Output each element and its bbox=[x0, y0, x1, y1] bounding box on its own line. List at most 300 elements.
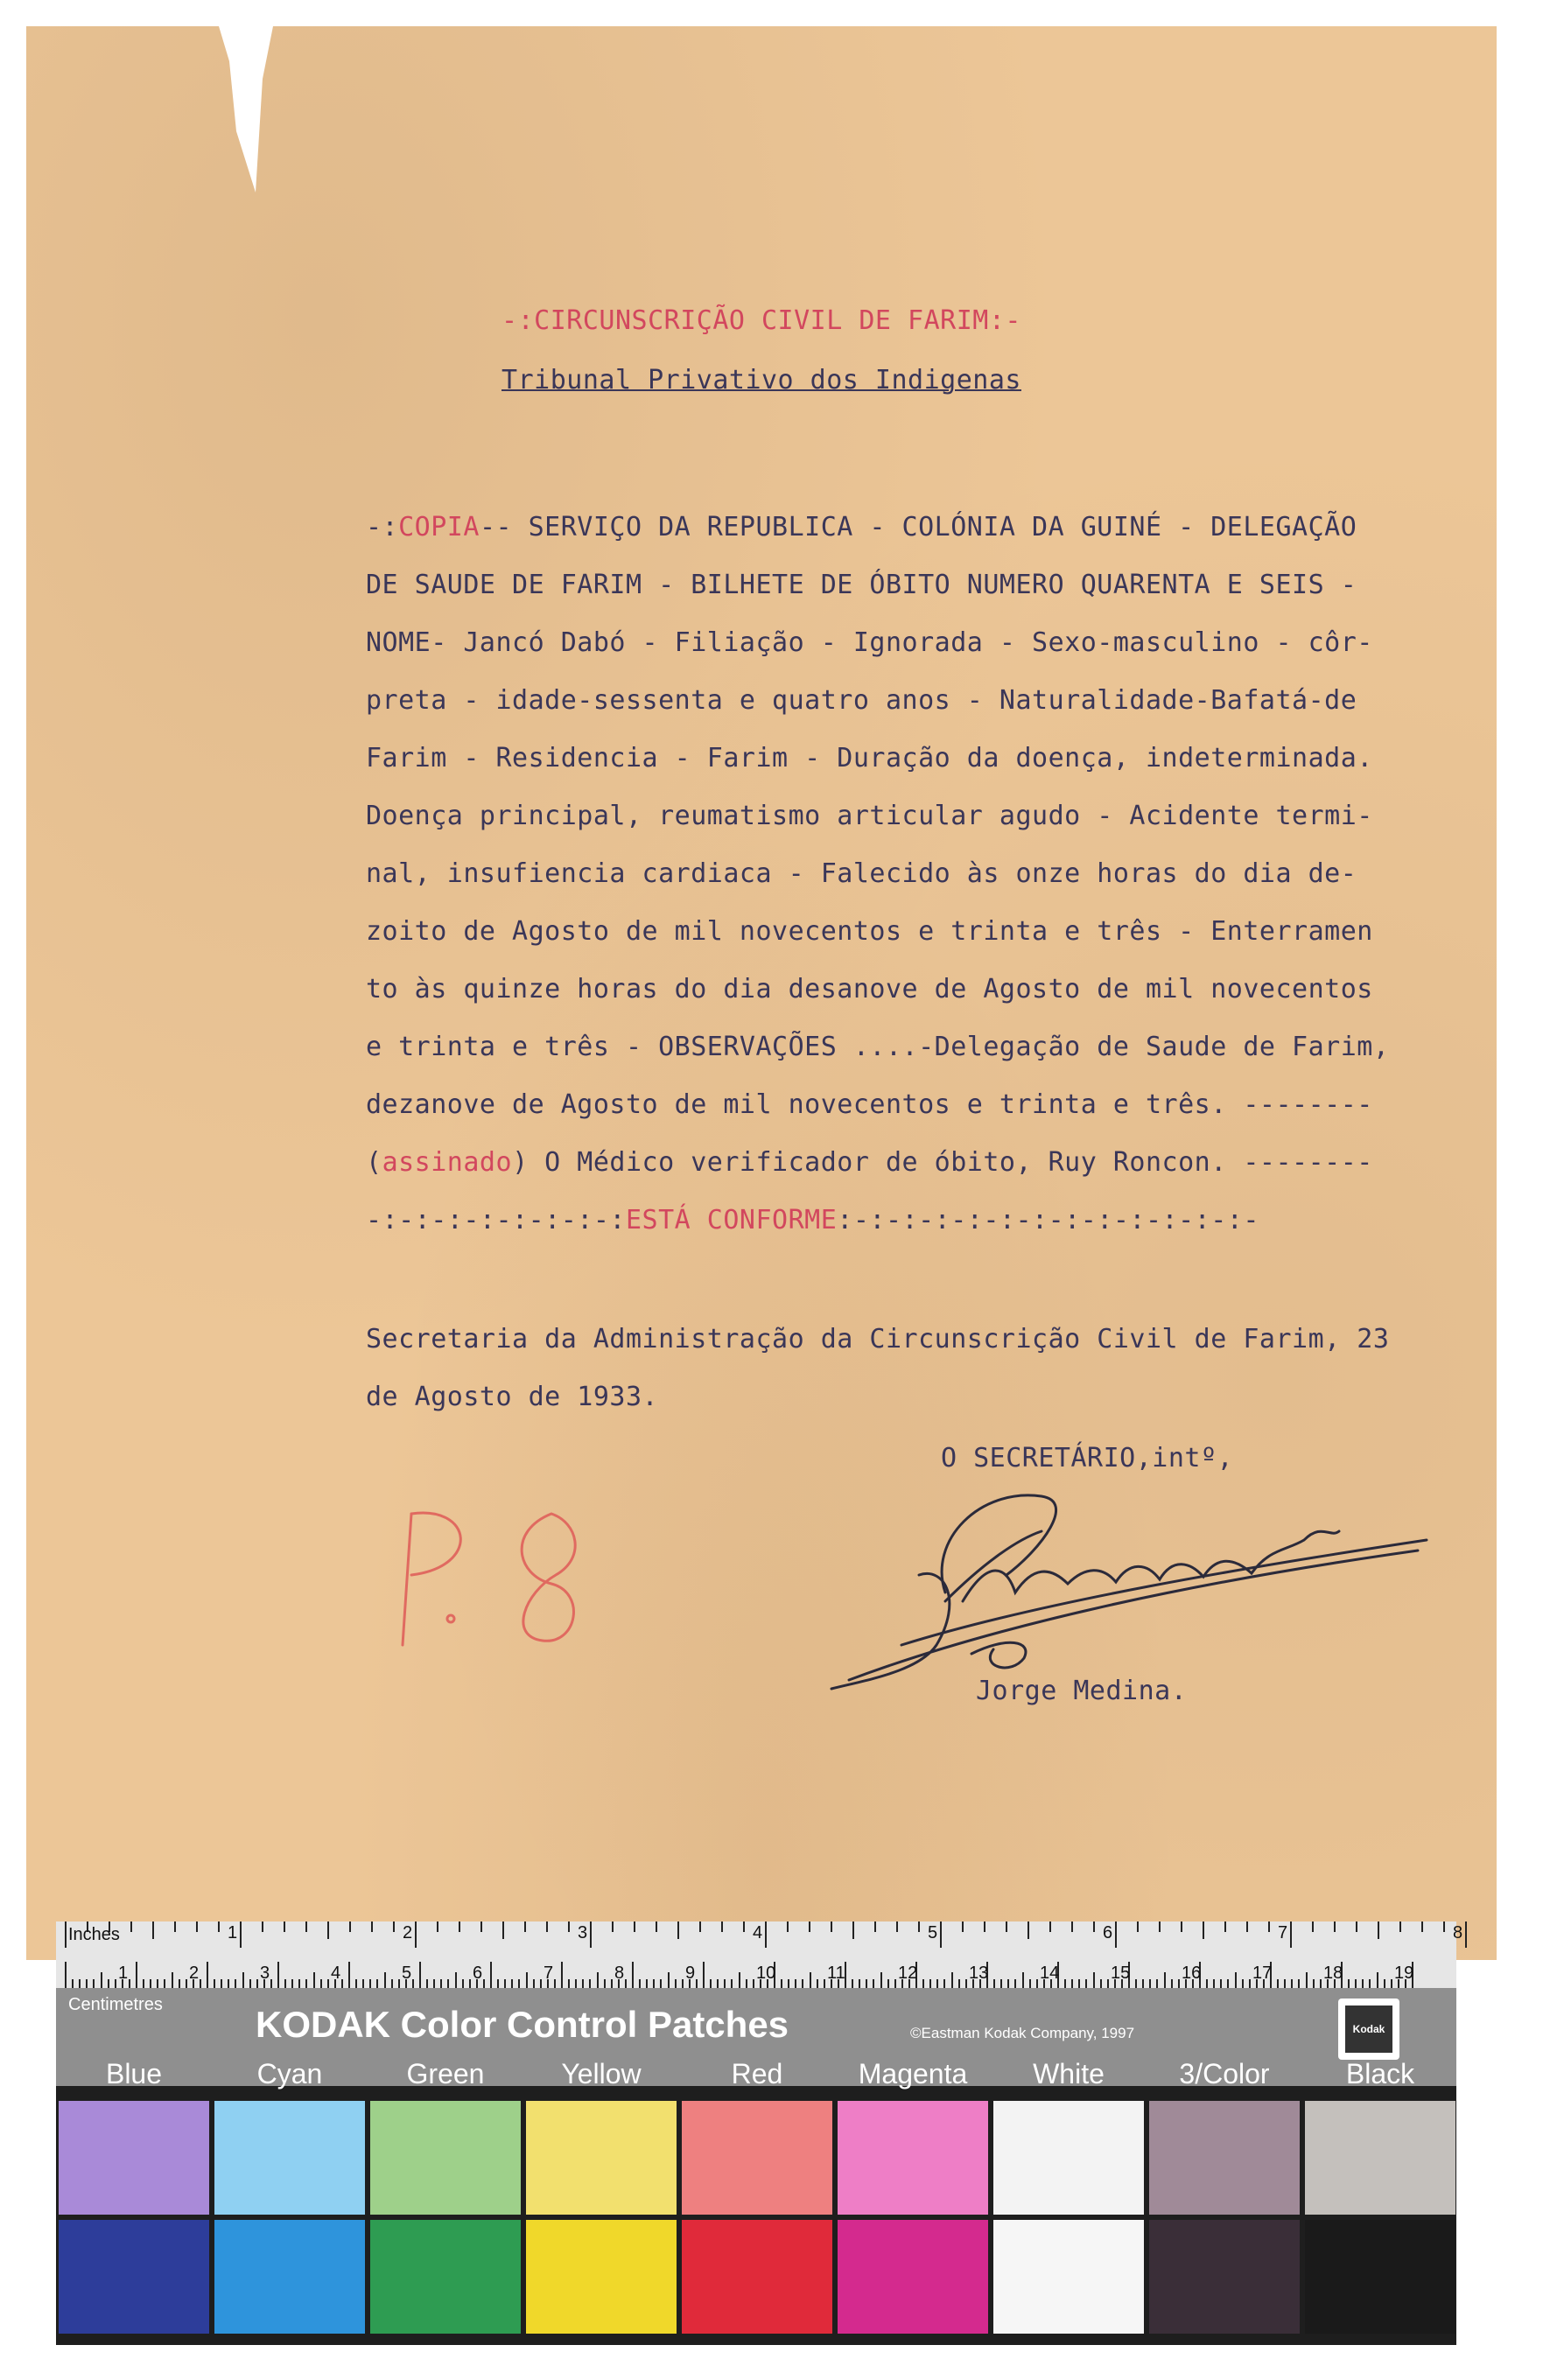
cm-tick bbox=[433, 1979, 435, 1988]
inch-tick bbox=[1465, 1922, 1467, 1948]
header-tribunal: Tribunal Privativo dos Indigenas bbox=[501, 365, 1021, 396]
cm-tick bbox=[866, 1979, 867, 1988]
cm-number: 8 bbox=[614, 1964, 625, 1983]
inch-tick bbox=[1421, 1922, 1423, 1932]
cm-number: 4 bbox=[331, 1964, 341, 1983]
inch-tick bbox=[415, 1922, 417, 1948]
cm-tick bbox=[1320, 1979, 1322, 1988]
cm-tick bbox=[362, 1979, 364, 1988]
cm-tick bbox=[1284, 1979, 1286, 1988]
cm-tick bbox=[1135, 1979, 1137, 1988]
body-line-2: DE SAUDE DE FARIM - BILHETE DE ÓBITO NUMERO QUARENTA E SEIS - bbox=[366, 570, 1357, 600]
cm-tick bbox=[1227, 1979, 1229, 1988]
inch-number: 6 bbox=[1103, 1923, 1113, 1942]
cm-tick bbox=[115, 1979, 116, 1988]
cm-number: 16 bbox=[1182, 1964, 1202, 1983]
cm-tick bbox=[625, 1979, 627, 1988]
inch-number: 7 bbox=[1278, 1923, 1288, 1942]
kodak-copyright: ©Eastman Kodak Company, 1997 bbox=[910, 2025, 1135, 2041]
cm-tick bbox=[1014, 1979, 1016, 1988]
inch-tick bbox=[612, 1922, 614, 1932]
inch-tick bbox=[546, 1922, 548, 1932]
cm-tick bbox=[1149, 1979, 1151, 1988]
inch-tick bbox=[831, 1922, 832, 1932]
cm-tick bbox=[93, 1979, 95, 1988]
inch-tick bbox=[962, 1922, 964, 1932]
cm-tick bbox=[817, 1979, 818, 1988]
cm-tick bbox=[646, 1979, 648, 1988]
cm-tick bbox=[993, 1979, 995, 1988]
cm-tick bbox=[802, 1979, 803, 1988]
cm-tick bbox=[1391, 1979, 1392, 1988]
inch-tick bbox=[1378, 1922, 1379, 1939]
patch-label-black: Black bbox=[1345, 2058, 1415, 2090]
cm-tick bbox=[561, 1962, 563, 1988]
cm-tick bbox=[313, 1972, 315, 1988]
cm-tick bbox=[1249, 1979, 1251, 1988]
color-patch-top bbox=[526, 2101, 677, 2215]
cm-tick bbox=[958, 1979, 960, 1988]
cm-tick bbox=[518, 1979, 520, 1988]
color-patch-bottom bbox=[993, 2220, 1144, 2334]
inch-tick bbox=[1246, 1922, 1248, 1932]
cm-tick bbox=[717, 1979, 719, 1988]
inch-tick bbox=[393, 1922, 395, 1932]
body-line-5: Farim - Residencia - Farim - Duração da doença, indeterminada. bbox=[366, 743, 1373, 774]
inch-tick bbox=[1443, 1922, 1445, 1932]
cm-tick bbox=[398, 1979, 400, 1988]
inch-tick bbox=[371, 1922, 373, 1932]
cm-tick bbox=[632, 1962, 634, 1988]
cm-tick bbox=[575, 1979, 577, 1988]
cm-tick bbox=[136, 1962, 137, 1988]
conforme-line bbox=[366, 1205, 1259, 1236]
cm-number: 3 bbox=[260, 1964, 270, 1983]
cm-tick bbox=[696, 1979, 698, 1988]
kodak-title: KODAK Color Control Patches bbox=[256, 2004, 789, 2045]
cm-tick bbox=[412, 1979, 414, 1988]
cm-tick bbox=[108, 1979, 109, 1988]
body-line-1 bbox=[366, 514, 1357, 541]
cm-tick bbox=[235, 1979, 236, 1988]
cm-tick bbox=[922, 1979, 924, 1988]
body-line-9: to às quinze horas do dia desanove de Agosto de mil novecentos bbox=[366, 974, 1373, 1004]
color-patch-bottom bbox=[1149, 2220, 1300, 2334]
patch-label-blue: Blue bbox=[105, 2058, 163, 2090]
cm-tick bbox=[703, 1962, 705, 1988]
cm-tick bbox=[305, 1979, 307, 1988]
cm-number: 10 bbox=[756, 1964, 776, 1983]
cm-tick bbox=[179, 1979, 180, 1988]
cm-tick bbox=[859, 1979, 860, 1988]
cm-tick bbox=[419, 1962, 421, 1988]
kodak-logo-text: Kodak bbox=[1345, 2006, 1392, 2053]
cm-tick bbox=[1298, 1979, 1300, 1988]
cm-number: 12 bbox=[898, 1964, 918, 1983]
cm-number: 9 bbox=[685, 1964, 696, 1983]
inch-tick bbox=[152, 1922, 154, 1939]
color-patch-top bbox=[1149, 2101, 1300, 2215]
inch-tick bbox=[437, 1922, 438, 1932]
cm-tick bbox=[1235, 1972, 1237, 1988]
cm-tick bbox=[348, 1962, 350, 1988]
secretaria-line-2: de Agosto de 1933. bbox=[366, 1382, 659, 1412]
cm-tick bbox=[660, 1979, 662, 1988]
cm-tick bbox=[1171, 1979, 1173, 1988]
ruler bbox=[56, 1922, 1463, 1988]
inch-tick bbox=[590, 1922, 592, 1948]
cm-tick bbox=[1178, 1979, 1180, 1988]
cm-tick bbox=[490, 1962, 492, 1988]
color-patch-bottom bbox=[1305, 2220, 1455, 2334]
inch-tick bbox=[1049, 1922, 1051, 1932]
inch-tick bbox=[765, 1922, 767, 1948]
cm-tick bbox=[426, 1979, 428, 1988]
body-line-8: zoito de Agosto de mil novecentos e trinta e três - Enterramen bbox=[366, 916, 1373, 947]
inch-tick bbox=[656, 1922, 657, 1932]
inch-tick bbox=[1027, 1922, 1029, 1939]
cm-tick bbox=[270, 1979, 272, 1988]
esta-conforme-label: ESTÁ CONFORME bbox=[625, 1205, 838, 1236]
signed-rest: ) O Médico verificador de óbito, Ruy Roncon. -------- bbox=[512, 1147, 1373, 1178]
color-patch-top bbox=[838, 2101, 988, 2215]
color-patch-top bbox=[993, 2101, 1144, 2215]
cm-tick bbox=[1355, 1979, 1357, 1988]
cm-tick bbox=[604, 1979, 606, 1988]
cm-tick bbox=[1000, 1979, 1002, 1988]
cm-tick bbox=[753, 1979, 754, 1988]
inch-tick bbox=[1006, 1922, 1007, 1932]
cm-tick bbox=[936, 1979, 938, 1988]
cm-tick bbox=[1093, 1972, 1095, 1988]
body-line-6: Doença principal, reumatismo articular agudo - Acidente termi- bbox=[366, 801, 1373, 831]
inch-tick bbox=[459, 1922, 460, 1932]
cm-tick bbox=[554, 1979, 556, 1988]
cm-tick bbox=[526, 1972, 528, 1988]
cm-tick bbox=[880, 1972, 882, 1988]
cm-tick bbox=[873, 1979, 874, 1988]
cm-tick bbox=[852, 1979, 853, 1988]
cm-tick bbox=[589, 1979, 591, 1988]
cm-tick bbox=[1220, 1979, 1222, 1988]
cm-tick bbox=[186, 1979, 187, 1988]
cm-tick bbox=[1142, 1979, 1144, 1988]
cm-tick bbox=[943, 1979, 945, 1988]
cm-tick bbox=[291, 1979, 293, 1988]
cm-tick bbox=[781, 1979, 782, 1988]
cm-tick bbox=[86, 1979, 88, 1988]
inch-number: 3 bbox=[578, 1923, 588, 1942]
cm-tick bbox=[355, 1979, 357, 1988]
color-patch-bottom bbox=[682, 2220, 832, 2334]
body-line-1-text: -- SERVIÇO DA REPUBLICA - COLÓNIA DA GUINÉ - DELEGAÇÃO bbox=[479, 512, 1357, 542]
patch-label-3-color: 3/Color bbox=[1179, 2058, 1270, 2090]
margin-note-handwritten bbox=[376, 1488, 604, 1662]
inch-tick bbox=[1334, 1922, 1336, 1932]
inch-tick bbox=[568, 1922, 570, 1932]
cm-tick bbox=[1064, 1979, 1066, 1988]
cm-tick bbox=[675, 1979, 677, 1988]
cm-tick bbox=[242, 1972, 244, 1988]
cm-tick bbox=[214, 1979, 215, 1988]
color-patch-top bbox=[370, 2101, 521, 2215]
cm-tick bbox=[277, 1962, 279, 1988]
inch-number: 1 bbox=[228, 1923, 238, 1942]
inch-tick bbox=[1224, 1922, 1226, 1932]
cm-tick bbox=[1071, 1979, 1073, 1988]
patch-label-white: White bbox=[1033, 2058, 1105, 2090]
inch-tick bbox=[721, 1922, 723, 1932]
cm-tick bbox=[462, 1979, 464, 1988]
inch-tick bbox=[918, 1922, 920, 1932]
patch-label-cyan: Cyan bbox=[256, 2058, 323, 2090]
cm-tick bbox=[228, 1979, 229, 1988]
inch-tick bbox=[502, 1922, 504, 1939]
signature-name: Jorge Medina. bbox=[976, 1676, 1188, 1706]
cm-tick bbox=[824, 1979, 825, 1988]
inch-tick bbox=[1181, 1922, 1182, 1932]
cm-tick bbox=[639, 1979, 641, 1988]
cm-tick bbox=[810, 1972, 811, 1988]
cm-tick bbox=[739, 1972, 740, 1988]
color-patch-top bbox=[1305, 2101, 1455, 2215]
cm-tick bbox=[951, 1972, 953, 1988]
cm-tick bbox=[682, 1979, 684, 1988]
inch-tick bbox=[305, 1922, 307, 1932]
cm-tick bbox=[172, 1972, 173, 1988]
patch-label-magenta: Magenta bbox=[858, 2058, 968, 2090]
cm-tick bbox=[1036, 1979, 1038, 1988]
inch-tick bbox=[174, 1922, 176, 1932]
cm-tick bbox=[298, 1979, 300, 1988]
inch-number: 5 bbox=[928, 1923, 938, 1942]
cm-tick bbox=[384, 1972, 386, 1988]
inch-tick bbox=[1399, 1922, 1401, 1932]
body-line-4: preta - idade-sessenta e quatro anos - Naturalidade-Bafatá-de bbox=[366, 685, 1357, 716]
cm-tick bbox=[65, 1962, 67, 1988]
cm-tick bbox=[668, 1972, 670, 1988]
inch-tick bbox=[349, 1922, 351, 1932]
cm-tick bbox=[533, 1979, 535, 1988]
inch-tick bbox=[809, 1922, 810, 1932]
color-patch-bottom bbox=[59, 2220, 209, 2334]
inch-tick bbox=[896, 1922, 898, 1932]
cm-tick bbox=[788, 1979, 789, 1988]
copia-label: COPIA bbox=[398, 512, 480, 542]
cm-tick bbox=[284, 1979, 286, 1988]
cm-tick bbox=[1291, 1979, 1293, 1988]
cm-tick bbox=[469, 1979, 471, 1988]
cm-tick bbox=[887, 1979, 889, 1988]
color-patch-bottom bbox=[214, 2220, 365, 2334]
cm-number: 15 bbox=[1111, 1964, 1131, 1983]
cm-tick bbox=[1107, 1979, 1109, 1988]
inch-tick bbox=[743, 1922, 745, 1932]
cm-tick bbox=[1306, 1972, 1308, 1988]
cm-tick bbox=[249, 1979, 251, 1988]
cm-tick bbox=[540, 1979, 542, 1988]
kodak-color-target bbox=[56, 1922, 1463, 2345]
cm-tick bbox=[894, 1979, 896, 1988]
cm-tick bbox=[504, 1979, 506, 1988]
inch-tick bbox=[480, 1922, 482, 1932]
cm-tick bbox=[1007, 1979, 1009, 1988]
color-patch-top bbox=[214, 2101, 365, 2215]
inch-tick bbox=[984, 1922, 985, 1932]
inch-tick bbox=[699, 1922, 701, 1932]
cm-tick bbox=[1348, 1979, 1350, 1988]
inch-tick bbox=[130, 1922, 132, 1932]
inch-tick bbox=[196, 1922, 198, 1932]
cm-tick bbox=[1100, 1979, 1102, 1988]
inches-label: Inches bbox=[68, 1925, 120, 1944]
cm-tick bbox=[597, 1972, 599, 1988]
copia-prefix: -: bbox=[366, 512, 399, 542]
cm-tick bbox=[965, 1979, 967, 1988]
cm-tick bbox=[1164, 1972, 1166, 1988]
color-patch-bottom bbox=[838, 2220, 988, 2334]
cm-tick bbox=[341, 1979, 343, 1988]
cm-tick bbox=[129, 1979, 130, 1988]
cm-number: 6 bbox=[473, 1964, 483, 1983]
color-patch-top bbox=[682, 2101, 832, 2215]
inch-tick bbox=[874, 1922, 876, 1932]
inch-tick bbox=[1312, 1922, 1314, 1932]
cm-tick bbox=[731, 1979, 733, 1988]
cm-number: 7 bbox=[544, 1964, 554, 1983]
cm-tick bbox=[746, 1979, 747, 1988]
cm-tick bbox=[511, 1979, 513, 1988]
signed-line bbox=[366, 1147, 1373, 1178]
body-line-10: e trinta e três - OBSERVAÇÕES ....-Delegação de Saude de Farim, bbox=[366, 1032, 1390, 1062]
inch-tick bbox=[524, 1922, 526, 1932]
cm-tick bbox=[653, 1979, 655, 1988]
kodak-logo bbox=[1338, 1998, 1399, 2060]
cm-tick bbox=[455, 1972, 457, 1988]
cm-tick bbox=[483, 1979, 485, 1988]
inch-number: 2 bbox=[403, 1923, 413, 1942]
inch-tick bbox=[1203, 1922, 1204, 1939]
inch-tick bbox=[940, 1922, 942, 1948]
patch-label-green: Green bbox=[406, 2058, 485, 2090]
inch-tick bbox=[677, 1922, 679, 1939]
cm-tick bbox=[497, 1979, 499, 1988]
inch-tick bbox=[1115, 1922, 1117, 1948]
color-patch-bottom bbox=[526, 2220, 677, 2334]
color-patch-top bbox=[59, 2101, 209, 2215]
signed-open: ( bbox=[366, 1147, 382, 1178]
color-patch-bottom bbox=[370, 2220, 521, 2334]
cm-tick bbox=[724, 1979, 726, 1988]
cm-tick bbox=[1156, 1979, 1158, 1988]
cm-tick bbox=[143, 1979, 144, 1988]
cm-tick bbox=[79, 1979, 81, 1988]
inch-tick bbox=[1159, 1922, 1161, 1932]
cm-number: 5 bbox=[402, 1964, 412, 1983]
cm-tick bbox=[1369, 1979, 1371, 1988]
cm-tick bbox=[1078, 1979, 1080, 1988]
cm-tick bbox=[582, 1979, 584, 1988]
inch-tick bbox=[1093, 1922, 1095, 1932]
cm-tick bbox=[440, 1979, 442, 1988]
cm-tick bbox=[157, 1979, 158, 1988]
cm-number: 19 bbox=[1394, 1964, 1414, 1983]
inch-tick bbox=[218, 1922, 220, 1932]
cm-tick bbox=[710, 1979, 712, 1988]
cm-tick bbox=[391, 1979, 393, 1988]
cm-number: 11 bbox=[827, 1964, 845, 1983]
cm-number: 1 bbox=[118, 1964, 129, 1983]
cm-tick bbox=[221, 1979, 222, 1988]
inch-tick bbox=[634, 1922, 635, 1932]
cm-number: 2 bbox=[189, 1964, 200, 1983]
cm-number: 14 bbox=[1040, 1964, 1060, 1983]
cm-tick bbox=[1022, 1972, 1024, 1988]
secretaria-line-1: Secretaria da Administração da Circunscrição Civil de Farim, 23 bbox=[366, 1324, 1390, 1354]
cm-tick bbox=[568, 1979, 570, 1988]
cm-tick bbox=[447, 1979, 449, 1988]
centimetres-label: Centimetres bbox=[68, 1995, 163, 2014]
cm-tick bbox=[376, 1979, 378, 1988]
inch-tick bbox=[1356, 1922, 1357, 1932]
cm-tick bbox=[1242, 1979, 1244, 1988]
cm-tick bbox=[1313, 1979, 1315, 1988]
cm-tick bbox=[1206, 1979, 1208, 1988]
inch-tick bbox=[1290, 1922, 1292, 1948]
patch-label-yellow: Yellow bbox=[561, 2058, 642, 2090]
cm-tick bbox=[72, 1979, 74, 1988]
cm-tick bbox=[1384, 1979, 1385, 1988]
cm-tick bbox=[1085, 1979, 1087, 1988]
cm-tick bbox=[929, 1979, 931, 1988]
cm-number: 18 bbox=[1323, 1964, 1343, 1983]
cm-tick bbox=[256, 1979, 258, 1988]
inch-number: 8 bbox=[1453, 1923, 1463, 1942]
inch-number: 4 bbox=[753, 1923, 763, 1942]
cm-tick bbox=[369, 1979, 371, 1988]
cm-tick bbox=[150, 1979, 151, 1988]
inch-tick bbox=[787, 1922, 789, 1932]
conforme-left: -:-:-:-:-:-:-:-: bbox=[366, 1205, 626, 1236]
body-line-3: NOME- Jancó Dabó - Filiação - Ignorada - Sexo-masculino - côr- bbox=[366, 627, 1373, 658]
cm-tick bbox=[1277, 1979, 1279, 1988]
inch-tick bbox=[240, 1922, 242, 1948]
handwritten-signature bbox=[814, 1470, 1444, 1698]
cm-tick bbox=[795, 1979, 796, 1988]
cm-tick bbox=[327, 1979, 329, 1988]
conforme-right: :-:-:-:-:-:-:-:-:-:-:-:-:- bbox=[837, 1205, 1259, 1236]
cm-tick bbox=[1029, 1979, 1031, 1988]
body-line-11: dezanove de Agosto de mil novecentos e trinta e três. -------- bbox=[366, 1089, 1373, 1120]
inch-tick bbox=[327, 1922, 329, 1939]
inch-tick bbox=[284, 1922, 285, 1932]
body-line-7: nal, insufiencia cardiaca - Falecido às onze horas do dia de- bbox=[366, 858, 1357, 889]
cm-tick bbox=[164, 1979, 165, 1988]
inch-tick bbox=[262, 1922, 263, 1932]
assinado-label: assinado bbox=[382, 1147, 513, 1178]
inch-tick bbox=[1071, 1922, 1073, 1932]
cm-tick bbox=[1362, 1979, 1364, 1988]
inch-tick bbox=[65, 1922, 67, 1948]
inch-tick bbox=[1137, 1922, 1139, 1932]
cm-tick bbox=[1377, 1972, 1378, 1988]
cm-tick bbox=[611, 1979, 613, 1988]
cm-tick bbox=[320, 1979, 322, 1988]
cm-tick bbox=[1213, 1979, 1215, 1988]
cm-tick bbox=[207, 1962, 208, 1988]
cm-number: 13 bbox=[969, 1964, 989, 1983]
cm-tick bbox=[200, 1979, 201, 1988]
